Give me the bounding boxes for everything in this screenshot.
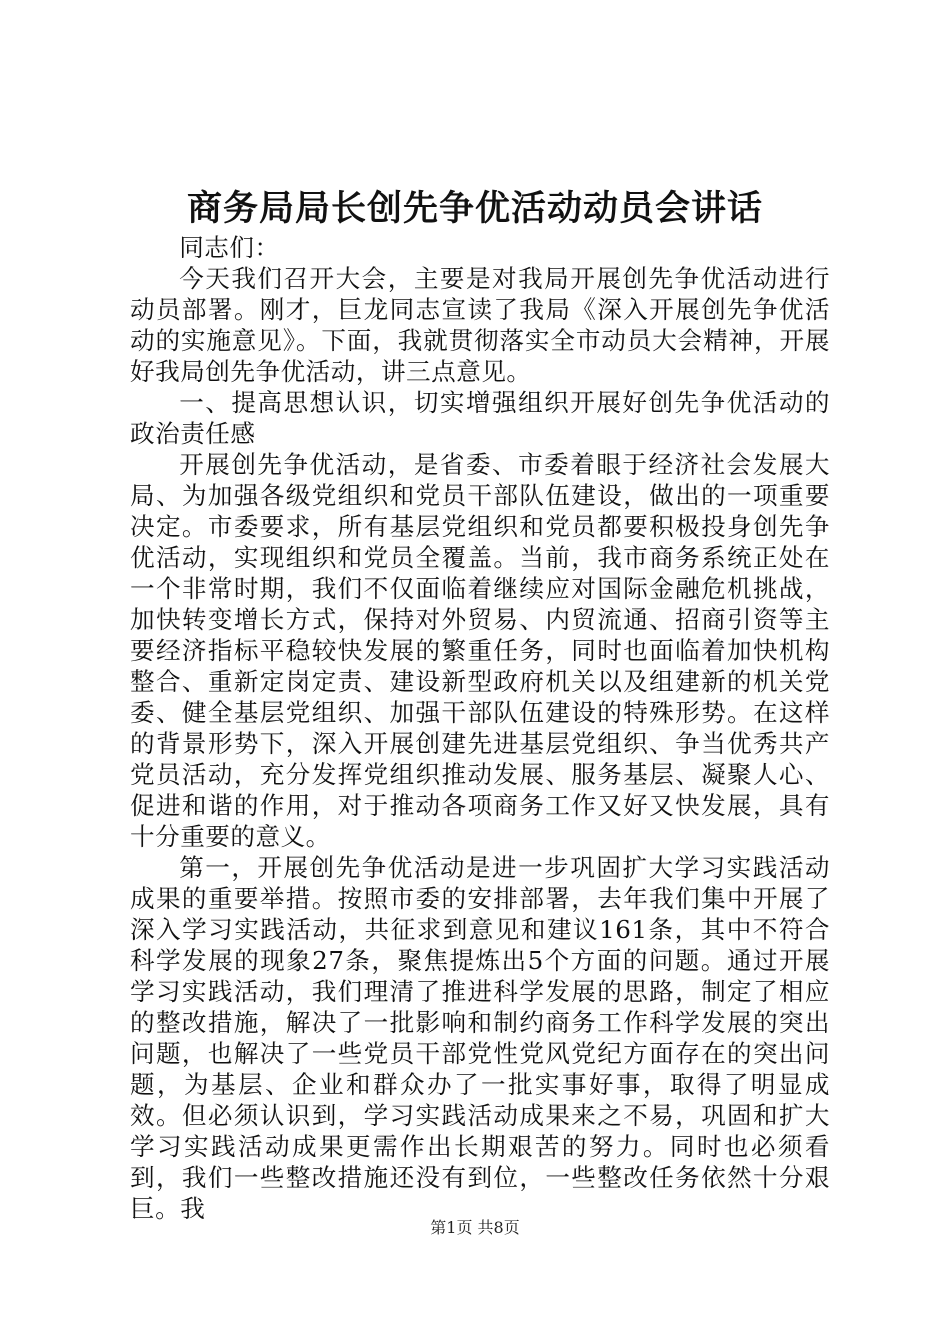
section-heading: 一、提高思想认识，切实增强组织开展好创先争优活动的政治责任感 — [130, 388, 830, 448]
paragraph-first-point: 第一，开展创先争优活动是进一步巩固扩大学习实践活动成果的重要举措。按照市委的安排部署，去年我们集中开展了深入学习实践活动，共征求到意见和建议161条，其中不符合科学发展的现象27条，聚焦提炼出5个方面的问题。通过开展学习实践活动，我们理清了推进科学发展的思路，制定了相应的整改措施，解决了一批影响和制约商务工作科学发展的突出问题，也解决了一些党员干部党性党风党纪方面存在的突出问题，为基层、企业和群众办了一批实事好事，取得了明显成效。但必须认识到，学习实践活动成果来之不易，巩固和扩大学习实践活动成果更需作出长期艰苦的努力。同时也必须看到，我们一些整改措施还没有到位，一些整改任务依然十分艰巨。我 — [130, 853, 830, 1223]
document-body — [130, 232, 830, 1224]
paragraph-opening: 今天我们召开大会，主要是对我局开展创先争优活动进行动员部署。刚才，巨龙同志宣读了我局《深入开展创先争优活动的实施意见》。下面，我就贯彻落实全市动员大会精神，开展好我局创先争优活动，讲三点意见。 — [130, 264, 830, 386]
paragraph-background: 开展创先争优活动，是省委、市委着眼于经济社会发展大局、为加强各级党组织和党员干部队伍建设，做出的一项重要决定。市委要求，所有基层党组织和党员都要积极投身创先争优活动，实现组织和党员全覆盖。当前，我市商务系统正处在一个非常时期，我们不仅面临着继续应对国际金融危机挑战，加快转变增长方式，保持对外贸易、内贸流通、招商引资等主要经济指标平稳较快发展的繁重任务，同时也面临着加快机构整合、重新定岗定责、建设新型政府机关以及组建新的机关党委、健全基层党组织、加强干部队伍建设的特殊形势。在这样的背景形势下，深入开展创建先进基层党组织、争当优秀共产党员活动，充分发挥党组织推动发展、服务基层、凝聚人心、促进和谐的作用，对于推动各项商务工作又好又快发展，具有十分重要的意义。 — [130, 450, 830, 851]
salutation: 同志们： — [179, 233, 280, 262]
document-title: 商务局局长创先争优活动动员会讲话 — [186, 188, 763, 229]
page-footer: 第1页 共8页 — [430, 1218, 520, 1237]
